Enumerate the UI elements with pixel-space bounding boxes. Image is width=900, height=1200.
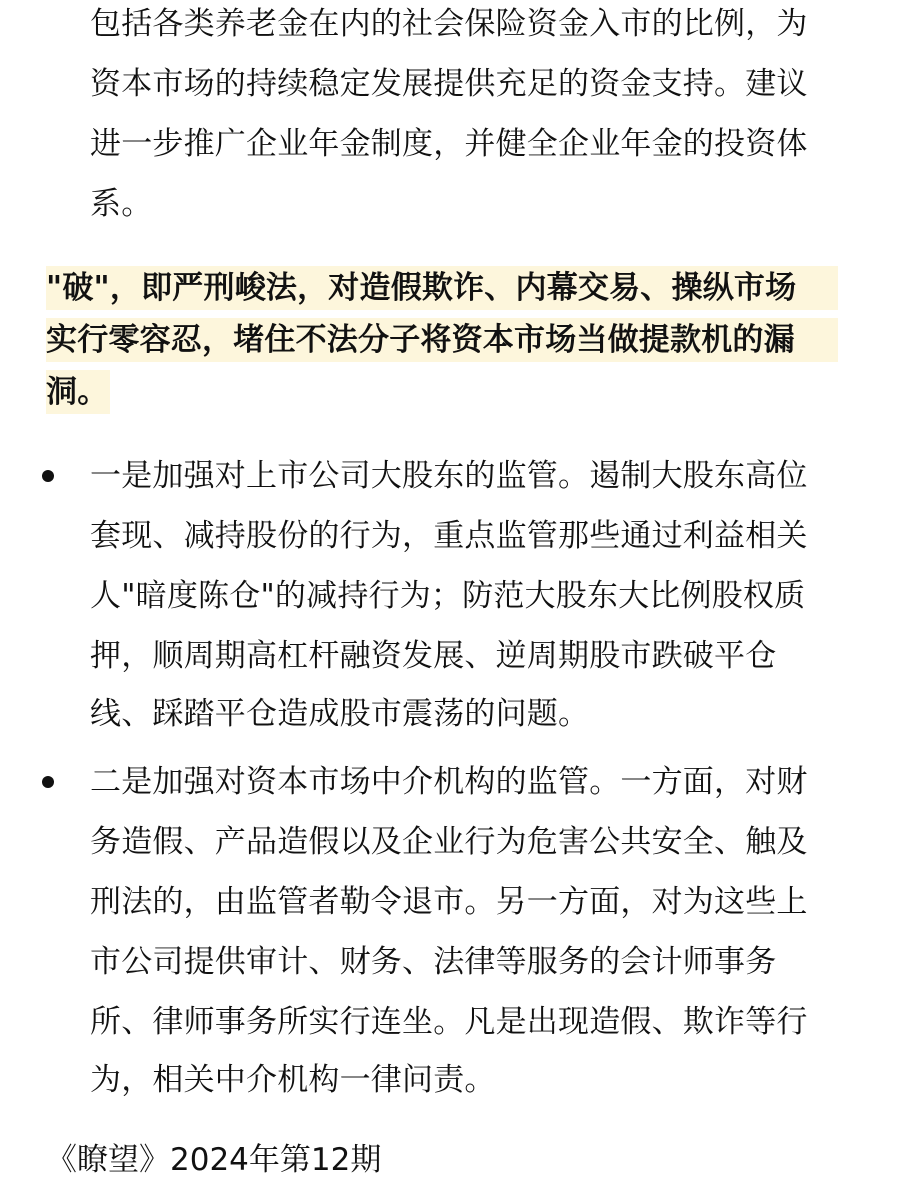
- list-item-line: 二是加强对资本市场中介机构的监管。一方面，对财: [90, 764, 808, 800]
- highlight-line: 洞。: [46, 374, 109, 410]
- list-item-line: 人"暗度陈仓"的减持行为；防范大股东大比例股权质: [90, 578, 806, 614]
- list-item-line: 所、律师事务所实行连坐。凡是出现造假、欺诈等行: [90, 1004, 808, 1040]
- list-item-line: 为，相关中介机构一律问责。: [90, 1062, 496, 1098]
- list-item-line: 务造假、产品造假以及企业行为危害公共安全、触及: [90, 824, 808, 860]
- intro-line: 包括各类养老金在内的社会保险资金入市的比例，为: [90, 6, 808, 42]
- list-item-line: 线、踩踏平仓造成股市震荡的问题。: [90, 696, 590, 732]
- bullet-icon: [42, 776, 54, 788]
- intro-line: 进一步推广企业年金制度，并健全企业年金的投资体: [90, 126, 808, 162]
- list-item-line: 套现、减持股份的行为，重点监管那些通过利益相关: [90, 518, 808, 554]
- list-item-line: 市公司提供审计、财务、法律等服务的会计师事务: [90, 944, 777, 980]
- list-item-line: 押，顺周期高杠杆融资发展、逆周期股市跌破平仓: [90, 638, 777, 674]
- source-citation: 《瞭望》2024年第12期: [46, 1142, 382, 1178]
- highlight-line: 实行零容忍，堵住不法分子将资本市场当做提款机的漏: [46, 322, 795, 358]
- intro-line: 系。: [90, 186, 153, 222]
- list-item-line: 一是加强对上市公司大股东的监管。遏制大股东高位: [90, 458, 808, 494]
- bullet-icon: [42, 470, 54, 482]
- intro-line: 资本市场的持续稳定发展提供充足的资金支持。建议: [90, 66, 808, 102]
- highlight-line: "破"，即严刑峻法，对造假欺诈、内幕交易、操纵市场: [46, 270, 797, 306]
- list-item-line: 刑法的，由监管者勒令退市。另一方面，对为这些上: [90, 884, 808, 920]
